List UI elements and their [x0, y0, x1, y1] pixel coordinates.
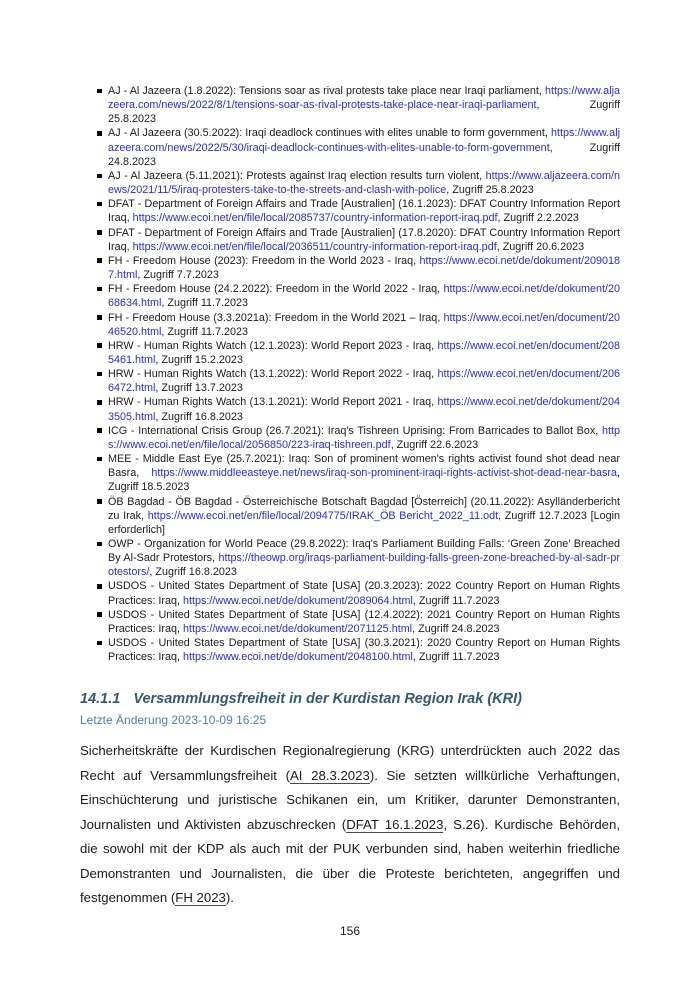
reference-text: AJ - Al Jazeera (5.11.2021): Protests against Iraq election results turn violent,: [108, 169, 486, 182]
reference-text: , Zugriff 2.2.2023: [497, 212, 579, 225]
bullet-marker: [97, 287, 102, 292]
reference-text: DFAT - Department of Foreign Affairs and Trade [Australien] (16.1.2023): DFAT Country Information Report Iraq,: [108, 198, 620, 225]
reference-link[interactable]: https://www.ecoi.net/en/document/2046520.html: [108, 311, 620, 338]
reference-text: , Zugriff 20.6.2023: [496, 240, 585, 253]
bullet-marker: [97, 499, 102, 504]
reference-text: , Zugriff 25.8.2023: [108, 99, 620, 126]
paragraph-text: ). Sie setzten willkürliche Verhaftungen, Einschüchterung und juristische Schikanen ein, um Kritiker, darunter Demonstranten, Journalisten und Aktivisten abzuschrecken (: [80, 767, 621, 832]
reference-link[interactable]: https://www.aljazeera.com/news/2022/5/30/iraqi-deadlock-continues-with-elites-unable-to-form-government: [108, 127, 620, 154]
bullet-marker: [97, 343, 102, 348]
bullet-marker: [97, 400, 102, 405]
bullet-marker: [97, 584, 102, 589]
reference-item: [97, 579, 620, 607]
reference-text: , Zugriff 11.7.2023: [412, 651, 500, 664]
last-change-note: Letzte Änderung 2023-10-09 16:25: [80, 713, 267, 728]
reference-link[interactable]: https://www.ecoi.net/de/dokument/2089064.html: [183, 594, 413, 607]
citation-link[interactable]: DFAT 16.1.2023: [346, 816, 444, 832]
reference-link[interactable]: https://www.middleeasteye.net/news/iraq-son-prominent-iraqi-rights-activist-shot-dead-near-basra: [151, 467, 617, 480]
bullet-marker: [97, 372, 102, 377]
reference-link[interactable]: https://www.aljazeera.com/news/2021/11/5/iraq-protesters-take-to-the-streets-and-clash-with-police: [108, 169, 620, 197]
reference-text: , Zugriff 18.5.2023: [108, 467, 620, 494]
reference-text: , Zugriff 11.7.2023: [161, 297, 249, 310]
reference-text: , Zugriff 11.7.2023: [412, 594, 500, 607]
reference-link[interactable]: https://www.ecoi.net/de/dokument/2090187.html: [108, 254, 620, 282]
citation-link[interactable]: FH 2023: [175, 890, 226, 906]
reference-text: FH - Freedom House (2023): Freedom in the World 2023 - Iraq,: [108, 254, 420, 267]
reference-text: , Zugriff 24.8.2023: [412, 622, 500, 635]
reference-link[interactable]: https://www.ecoi.net/de/dokument/2068634.html: [108, 283, 620, 310]
reference-text: HRW - Human Rights Watch (12.1.2023): World Report 2023 - Iraq,: [108, 339, 438, 352]
paragraph-text: Sicherheitskräfte der Kurdischen Regionalregierung (KRG) unterdrückten auch 2022 das Recht auf Versammlungsfreiheit (: [80, 743, 620, 783]
reference-text: USDOS - United States Department of State [USA] (30.3.2021): 2020 Country Report on Human Rights Practices: Iraq,: [108, 637, 620, 664]
bullet-marker: [97, 457, 102, 462]
reference-text: , Zugriff 25.8.2023: [446, 184, 534, 197]
reference-text: HRW - Human Rights Watch (13.1.2022): World Report 2022 - Iraq,: [108, 368, 438, 381]
reference-item: [97, 169, 620, 197]
section-heading: [80, 690, 620, 709]
bullet-marker: [97, 202, 102, 207]
reference-text: , Zugriff 13.7.2023: [155, 382, 243, 395]
reference-item: [97, 226, 620, 254]
reference-text: DFAT - Department of Foreign Affairs and Trade [Australien] (17.8.2020): DFAT Country Information Report Iraq,: [108, 226, 620, 253]
bullet-marker: [97, 315, 102, 320]
reference-link[interactable]: https://www.ecoi.net/de/dokument/2071125.html: [183, 622, 413, 635]
body-paragraph: [80, 739, 620, 911]
reference-item: [97, 424, 620, 452]
reference-text: , Zugriff 22.6.2023: [390, 438, 479, 451]
reference-text: AJ - Al Jazeera (30.5.2022): Iraqi deadlock continues with elites unable to form government,: [108, 127, 551, 140]
reference-link[interactable]: https://theowp.org/iraqs-parliament-building-falls-green-zone-breached-by-al-sadr-protestors/: [108, 552, 620, 579]
section-title: Versammlungsfreiheit in der Kurdistan Region Irak (KRI): [133, 691, 522, 708]
bullet-marker: [97, 89, 102, 94]
bullet-marker: [97, 542, 102, 547]
paragraph-text: , S.26). Kurdische Behörden, die sowohl mit der KDP als auch mit der PUK verbunden sind, haben weiterhin friedliche Demonstranten und Journalisten, die über die Proteste berichteten, angegriffen und festgenommen (: [80, 816, 620, 906]
reference-text: USDOS - United States Department of State [USA] (20.3.2023): 2022 Country Report on Human Rights Practices: Iraq,: [108, 580, 620, 607]
reference-text: , Zugriff 15.2.2023: [155, 353, 243, 366]
reference-item: [97, 367, 620, 395]
reference-item: [97, 84, 620, 126]
page-number: 156: [339, 924, 361, 938]
reference-link[interactable]: https://www.ecoi.net/de/dokument/2043505.html: [108, 396, 620, 423]
reference-text: , Zugriff 12.7.2023 [Login erforderlich]: [108, 509, 621, 536]
reference-item: [97, 311, 620, 339]
reference-link[interactable]: https://www.ecoi.net/en/file/local/2094775/IRAK_ÖB Bericht_2022_11.odt: [147, 509, 499, 522]
reference-item: [97, 339, 620, 367]
reference-link[interactable]: https://www.aljazeera.com/news/2022/8/1/tensions-soar-as-rival-protests-take-place-near-iraqi-parliament: [108, 85, 620, 112]
reference-item: [97, 197, 620, 225]
reference-text: , Zugriff 24.8.2023: [108, 141, 620, 168]
reference-item: [97, 537, 620, 579]
reference-item: [97, 254, 620, 282]
reference-text: AJ - Al Jazeera (1.8.2022): Tensions soar as rival protests take place near Iraqi parliament,: [108, 85, 545, 97]
reference-item: [97, 495, 620, 537]
reference-link[interactable]: https://www.ecoi.net/de/dokument/2048100.html: [183, 651, 413, 664]
reference-item: [97, 282, 620, 310]
reference-list: [80, 84, 620, 664]
reference-link[interactable]: https://www.ecoi.net/en/document/2085461.html: [108, 339, 620, 366]
reference-text: FH - Freedom House (3.3.2021a): Freedom in the World 2021 – Iraq,: [108, 311, 444, 324]
bullet-marker: [97, 258, 102, 263]
reference-text: FH - Freedom House (24.2.2022): Freedom in the World 2022 - Iraq,: [108, 283, 444, 296]
reference-item: [97, 395, 620, 423]
bullet-marker: [97, 428, 102, 433]
reference-text: , Zugriff 11.7.2023: [161, 325, 249, 338]
reference-text: , Zugriff 16.8.2023: [149, 566, 237, 579]
reference-link[interactable]: https://www.ecoi.net/en/file/local/2056850/223-iraq-tishreen.pdf: [108, 424, 620, 451]
reference-text: , Zugriff 7.7.2023: [137, 269, 219, 282]
reference-item: [97, 608, 620, 636]
reference-text: ÖB Bagdad - ÖB Bagdad - Österreichische Botschaft Bagdad [Österreich] (20.11.2022): Asylländerbericht zu Irak,: [108, 495, 620, 522]
reference-link[interactable]: https://www.ecoi.net/en/document/2066472.html: [108, 368, 620, 395]
paragraph-text: ).: [225, 890, 234, 906]
bullet-marker: [97, 230, 102, 235]
bullet-marker: [97, 174, 102, 179]
reference-text: ICG - International Crisis Group (26.7.2021): Iraq's Tishreen Uprising: From Barricades to Ballot Box,: [108, 424, 602, 437]
citation-link[interactable]: AI 28.3.2023: [290, 767, 370, 783]
reference-item: [97, 452, 620, 494]
reference-text: , Zugriff 16.8.2023: [155, 410, 243, 423]
reference-text: MEE - Middle East Eye (25.7.2021): Iraq: Son of prominent women's rights activist found shot dead near Basra,: [108, 453, 620, 480]
reference-link[interactable]: https://www.ecoi.net/en/file/local/2036511/country-information-report-iraq.pdf: [132, 240, 497, 253]
reference-text: HRW - Human Rights Watch (13.1.2021): World Report 2021 - Iraq,: [108, 396, 438, 409]
bullet-marker: [97, 641, 102, 646]
bullet-marker: [97, 131, 102, 136]
reference-text: USDOS - United States Department of State [USA] (12.4.2022): 2021 Country Report on Human Rights Practices: Iraq,: [108, 608, 620, 635]
reference-item: [97, 636, 620, 664]
reference-text: OWP - Organization for World Peace (29.8.2022): Iraq's Parliament Building Falls: ‘Green Zone’ Breached By Al-Sadr Protestors,: [108, 538, 620, 565]
bullet-marker: [97, 612, 102, 617]
reference-item: [97, 126, 620, 168]
section-number: 14.1.1: [80, 691, 121, 708]
reference-link[interactable]: https://www.ecoi.net/en/file/local/2085737/country-information-report-iraq.pdf: [132, 212, 498, 225]
